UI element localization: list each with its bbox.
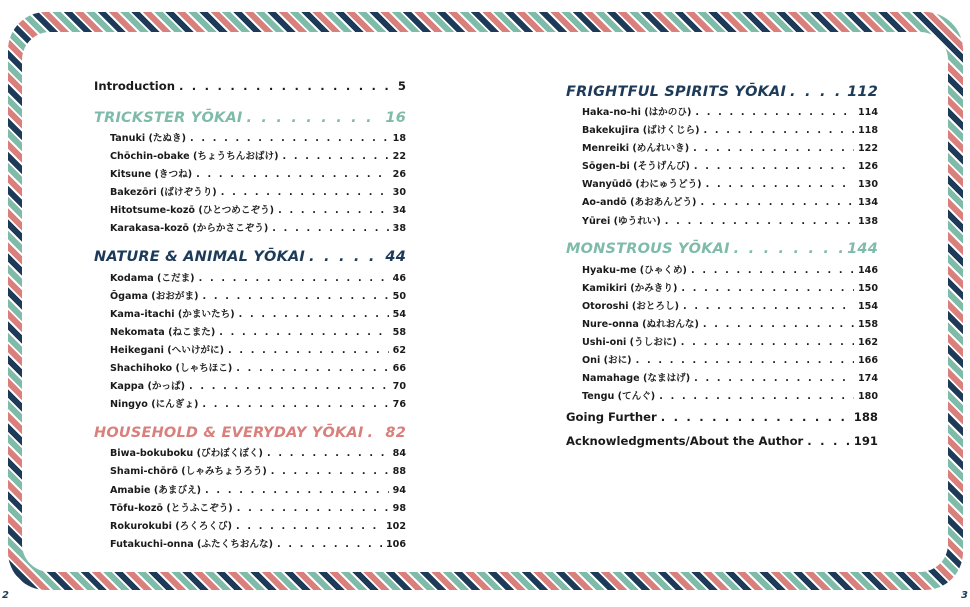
toc-section-household-everyday-yokai[interactable] — [94, 420, 406, 445]
toc-section-nature-animal-yokai[interactable] — [94, 245, 406, 270]
toc-label: Introduction — [94, 79, 175, 93]
toc-label: Kappa (かっぱ) — [110, 381, 186, 393]
toc-label: FRIGHTFUL SPIRITS YŌKAI — [566, 83, 787, 100]
toc-label: Karakasa-kozō (からかさこぞう) — [110, 223, 269, 235]
toc-page-number: 162 — [857, 337, 878, 349]
toc-subentry-ushi-oni[interactable] — [566, 334, 878, 352]
dot-leader — [219, 327, 388, 338]
toc-page-number: 188 — [853, 410, 878, 425]
toc-label: Namahage (なまはげ) — [582, 373, 691, 385]
dot-leader — [271, 466, 389, 477]
toc-label: Tōfu-kozō (とうふこぞう) — [110, 502, 233, 514]
toc-page-number: 88 — [392, 466, 406, 478]
dot-leader — [202, 291, 388, 302]
dot-leader — [681, 337, 854, 348]
toc-subentry-kama-itachi[interactable] — [94, 306, 406, 324]
toc-label: Haka-no-hi (はかのひ) — [582, 107, 692, 118]
toc-label: Nure-onna (ぬれおんな) — [582, 318, 699, 330]
toc-page-number: 166 — [857, 355, 878, 367]
toc-subentry-tofu-kozo[interactable] — [94, 500, 406, 518]
toc-page-number: 5 — [397, 79, 406, 93]
toc-right-column — [566, 79, 878, 454]
dot-leader — [239, 309, 389, 320]
toc-page-number: 126 — [857, 161, 878, 173]
toc-subentry-tanuki[interactable] — [94, 130, 406, 148]
toc-page-number: 138 — [857, 215, 878, 227]
toc-subentry-yurei[interactable] — [566, 213, 878, 231]
toc-subentry-otoroshi[interactable] — [566, 298, 878, 316]
toc-page-number: 98 — [392, 502, 406, 514]
toc-entry-introduction[interactable] — [94, 79, 406, 99]
toc-label: Bakekujira (ばけくじら) — [582, 125, 700, 137]
toc-label: Bakezōri (ばけぞうり) — [110, 187, 217, 199]
toc-subentry-menreiki[interactable] — [566, 140, 878, 158]
toc-label: Kodama (こだま) — [110, 272, 195, 284]
toc-label: Acknowledgments/About the Author — [566, 434, 804, 449]
toc-subentry-shami-choro[interactable] — [94, 463, 406, 481]
dot-leader — [661, 410, 850, 424]
toc-page-number: 82 — [385, 424, 406, 441]
toc-label: Menreiki (めんれいき) — [582, 143, 690, 155]
toc-subentry-shachihoko[interactable] — [94, 360, 406, 378]
dot-leader — [309, 249, 381, 265]
dot-leader — [196, 169, 389, 180]
toc-subentry-hyaku-me[interactable] — [566, 262, 878, 280]
toc-label: Kama-itachi (かまいたち) — [110, 308, 235, 320]
toc-label: Chōchin-obake (ちょうちんおばけ) — [110, 151, 279, 163]
toc-label: Rokurokubi (ろくろくび) — [110, 520, 232, 532]
toc-page-number: 122 — [857, 143, 878, 155]
dot-leader — [665, 216, 854, 227]
dot-leader — [237, 503, 389, 514]
toc-page-number: 58 — [392, 326, 406, 338]
toc-subentry-rokurokubi[interactable] — [94, 518, 406, 536]
toc-subentry-tengu[interactable] — [566, 388, 878, 406]
toc-page-number: 62 — [392, 344, 406, 356]
toc-page-number: 18 — [392, 133, 406, 144]
toc-label: Going Further — [566, 410, 657, 425]
dot-leader — [189, 381, 389, 392]
toc-label: Hyaku-me (ひゃくめ) — [582, 264, 687, 276]
toc-subentry-bakezori[interactable] — [94, 184, 406, 202]
dot-leader — [228, 345, 389, 356]
toc-label: Heikegani (へいけがに) — [110, 344, 224, 356]
toc-page-number: 22 — [392, 151, 406, 163]
toc-page-number: 114 — [857, 107, 878, 118]
dot-leader — [278, 205, 389, 216]
toc-label: Biwa-bokuboku (びわぼくぼく) — [110, 448, 263, 460]
toc-label: Kamikiri (かみきり) — [582, 282, 678, 294]
toc-label: Otoroshi (おとろし) — [582, 300, 679, 312]
dot-leader — [681, 283, 854, 294]
page-number-left: 2 — [2, 590, 9, 601]
toc-subentry-sogen-bi[interactable] — [566, 158, 878, 176]
toc-label: Futakuchi-onna (ふたくちおんな) — [110, 538, 273, 550]
toc-subentry-namahage[interactable] — [566, 370, 878, 388]
toc-entry-acknowledgments-about-the-author[interactable] — [566, 434, 878, 454]
toc-subentry-amabie[interactable] — [94, 482, 406, 500]
toc-subentry-ao-ando[interactable] — [566, 194, 878, 212]
toc-page-number: 150 — [857, 282, 878, 294]
toc-page-number: 158 — [857, 318, 878, 330]
toc-subentry-kitsune[interactable] — [94, 166, 406, 184]
toc-page-number: 134 — [857, 197, 878, 209]
toc-page-number: 34 — [392, 205, 406, 217]
toc-label: Tanuki (たぬき) — [110, 133, 186, 144]
dot-leader — [693, 143, 854, 154]
toc-subentry-ningyo[interactable] — [94, 396, 406, 414]
toc-left-column — [94, 79, 406, 554]
toc-page-number: 16 — [385, 109, 406, 126]
toc-page-number: 50 — [392, 290, 406, 302]
toc-page-number: 54 — [392, 308, 406, 320]
dot-leader — [236, 363, 388, 374]
dot-leader — [636, 355, 854, 366]
toc-label: Nekomata (ねこまた) — [110, 326, 216, 338]
toc-subentry-karakasa-kozo[interactable] — [94, 220, 406, 238]
toc-subentry-heikegani[interactable] — [94, 342, 406, 360]
toc-page-number: 70 — [392, 381, 406, 393]
toc-subentry-kodama[interactable] — [94, 270, 406, 288]
toc-page-number: 102 — [385, 520, 406, 532]
toc-page-number: 94 — [392, 484, 406, 496]
dot-leader — [694, 161, 854, 172]
toc-label: Ao-andō (あおあんどう) — [582, 197, 697, 209]
dot-leader — [703, 319, 854, 330]
toc-subentry-futakuchi-onna[interactable] — [94, 536, 406, 554]
toc-page-number: 84 — [392, 448, 406, 460]
dot-leader — [691, 265, 854, 276]
dot-leader — [190, 133, 389, 144]
toc-subentry-nekomata[interactable] — [94, 324, 406, 342]
toc-page-number: 26 — [392, 169, 406, 181]
toc-label: Oni (おに) — [582, 355, 632, 367]
toc-subentry-biwa-bokuboku[interactable] — [94, 445, 406, 463]
toc-entry-going-further[interactable] — [566, 410, 878, 430]
toc-label: Ōgama (おおがま) — [110, 290, 199, 302]
toc-label: Hitotsume-kozō (ひとつめこぞう) — [110, 205, 275, 217]
dot-leader — [179, 79, 394, 93]
toc-label: Ushi-oni (うしおに) — [582, 337, 677, 349]
toc-page-number: 30 — [392, 187, 406, 199]
dot-leader — [246, 110, 381, 126]
toc-label: Shachihoko (しゃちほこ) — [110, 363, 233, 375]
toc-subentry-kamikiri[interactable] — [566, 280, 878, 298]
toc-label: Amabie (あまびえ) — [110, 484, 202, 496]
toc-subentry-wanyudo[interactable] — [566, 176, 878, 194]
toc-label: Shami-chōrō (しゃみちょうろう) — [110, 466, 267, 478]
toc-label: Yūrei (ゆうれい) — [582, 215, 661, 227]
toc-page-number: 106 — [385, 538, 406, 550]
toc-page-number: 76 — [392, 399, 406, 411]
dot-leader — [202, 399, 388, 410]
toc-page-number: 66 — [392, 363, 406, 375]
dot-leader — [272, 223, 388, 234]
toc-subentry-bakekujira[interactable] — [566, 122, 878, 140]
dot-leader — [367, 425, 381, 441]
toc-label: HOUSEHOLD & EVERYDAY YŌKAI — [94, 424, 364, 441]
toc-label: Ningyo (にんぎょ) — [110, 399, 199, 411]
dot-leader — [267, 448, 389, 459]
toc-page-number: 191 — [853, 434, 878, 449]
toc-page-number: 174 — [857, 373, 878, 385]
toc-page-number: 180 — [857, 391, 878, 403]
toc-subentry-chochin-obake[interactable] — [94, 148, 406, 166]
toc-label: Kitsune (きつね) — [110, 169, 193, 181]
toc-section-monstrous-yokai[interactable] — [566, 237, 878, 262]
dot-leader — [277, 539, 382, 550]
toc-page-number: 118 — [857, 125, 878, 137]
toc-label: Tengu (てんぐ) — [582, 391, 656, 403]
toc-page-number: 112 — [847, 83, 878, 100]
toc-page-number: 38 — [392, 223, 406, 235]
toc-section-trickster-yokai[interactable] — [94, 105, 406, 130]
toc-page-number: 130 — [857, 179, 878, 191]
toc-subentry-kappa[interactable] — [94, 378, 406, 396]
toc-page-number: 44 — [385, 249, 406, 266]
dot-leader — [683, 301, 854, 312]
toc-subentry-hitotsume-kozo[interactable] — [94, 202, 406, 220]
toc-page-number: 146 — [857, 264, 878, 276]
dot-leader — [659, 391, 854, 402]
dot-leader — [221, 187, 389, 198]
toc-subentry-nure-onna[interactable] — [566, 316, 878, 334]
toc-page-number: 144 — [847, 241, 878, 258]
toc-label: Wanyūdō (わにゅうどう) — [582, 179, 702, 191]
toc-label: MONSTROUS YŌKAI — [566, 241, 730, 258]
toc-label: TRICKSTER YŌKAI — [94, 109, 243, 126]
toc-subentry-oni[interactable] — [566, 352, 878, 370]
toc-page-number: 154 — [857, 300, 878, 312]
page-number-right: 3 — [961, 590, 968, 601]
dot-leader — [807, 434, 850, 448]
dot-leader — [236, 521, 382, 532]
dot-leader — [205, 485, 389, 496]
toc-label: Sōgen-bi (そうげんび) — [582, 161, 690, 173]
toc-label: NATURE & ANIMAL YŌKAI — [94, 249, 306, 266]
dot-leader — [199, 273, 389, 284]
dot-leader — [704, 125, 854, 136]
dot-leader — [695, 107, 854, 118]
dot-leader — [694, 373, 854, 384]
toc-subentry-haka-no-hi[interactable] — [566, 104, 878, 122]
dot-leader — [700, 197, 854, 208]
dot-leader — [706, 179, 854, 190]
dot-leader — [283, 151, 389, 162]
dot-leader — [790, 84, 843, 100]
toc-section-frightful-spirits-yokai[interactable] — [566, 79, 878, 104]
toc-subentry-ogama[interactable] — [94, 288, 406, 306]
dot-leader — [734, 241, 843, 257]
toc-page-number: 46 — [392, 272, 406, 284]
